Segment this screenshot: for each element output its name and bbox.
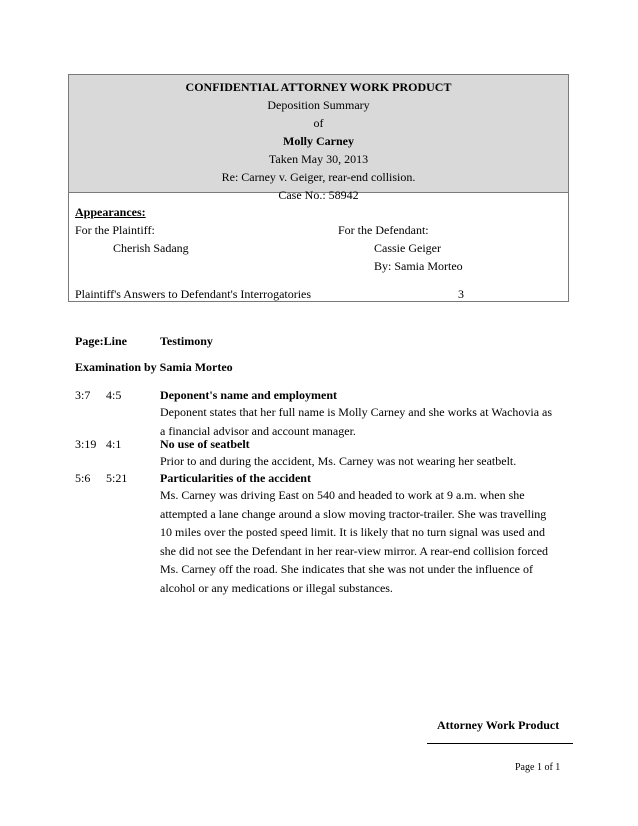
entry-title: No use of seatbelt (160, 437, 250, 451)
defendant-name: Cassie Geiger (374, 241, 441, 255)
entry-summary: Ms. Carney was driving East on 540 and headed to work at 9 a.m. when she attempted a lane change around a slow moving tractor-trailer. She was travelling 10 miles over the posted speed limit. It is likely that no turn signal was used and she did not see the Defendant in her rear-view mirror. A rear-end collision forced Ms. Carney off the road. She indicates that she was not under the influence of alcohol or any medications or illegal substances. (160, 488, 549, 595)
interrogatories-count: 3 (458, 287, 464, 301)
case-number: Case No.: 58942 (278, 188, 359, 202)
entry-start-ref: 5:6 (75, 471, 91, 485)
entry-start-ref: 3:7 (75, 388, 91, 402)
confidential-heading: CONFIDENTIAL ATTORNEY WORK PRODUCT (185, 80, 452, 94)
deponent-name: Molly Carney (283, 134, 354, 148)
page-number: Page 1 of 1 (515, 762, 561, 773)
footer-title: Attorney Work Product (437, 718, 560, 732)
interrogatories-label: Plaintiff's Answers to Defendant's Interrogatories (75, 287, 312, 301)
plaintiff-attorney: Cherish Sadang (113, 241, 189, 255)
entry-title: Deponent's name and employment (160, 388, 338, 402)
entry-summary: Deponent states that her full name is Molly Carney and she works at Wachovia as a financial advisor and account manager. (160, 405, 553, 438)
testimony-column-header: Testimony (160, 334, 213, 348)
appearances-heading: Appearances: (75, 205, 146, 219)
entry-end-ref: 4:5 (106, 388, 122, 402)
entry-start-ref: 3:19 (75, 437, 97, 451)
case-header-box (68, 74, 569, 302)
entry-end-ref: 4:1 (106, 437, 122, 451)
entry-summary: Prior to and during the accident, Ms. Carney was not wearing her seatbelt. (160, 454, 517, 468)
defendant-label: For the Defendant: (338, 223, 429, 237)
deposition-date: Taken May 30, 2013 (268, 152, 369, 166)
of-label: of (313, 116, 324, 130)
document-type: Deposition Summary (267, 98, 370, 112)
examination-heading: Examination by Samia Morteo (75, 360, 233, 374)
entry-title: Particularities of the accident (160, 471, 311, 485)
entry-end-ref: 5:21 (106, 471, 128, 485)
defendant-attorney: By: Samia Morteo (374, 259, 463, 273)
footer-divider (427, 743, 573, 744)
page-line-column-header: Page:Line (75, 334, 127, 348)
case-header-band (69, 75, 568, 202)
case-caption: Re: Carney v. Geiger, rear-end collision. (221, 170, 416, 184)
plaintiff-label: For the Plaintiff: (75, 223, 155, 237)
